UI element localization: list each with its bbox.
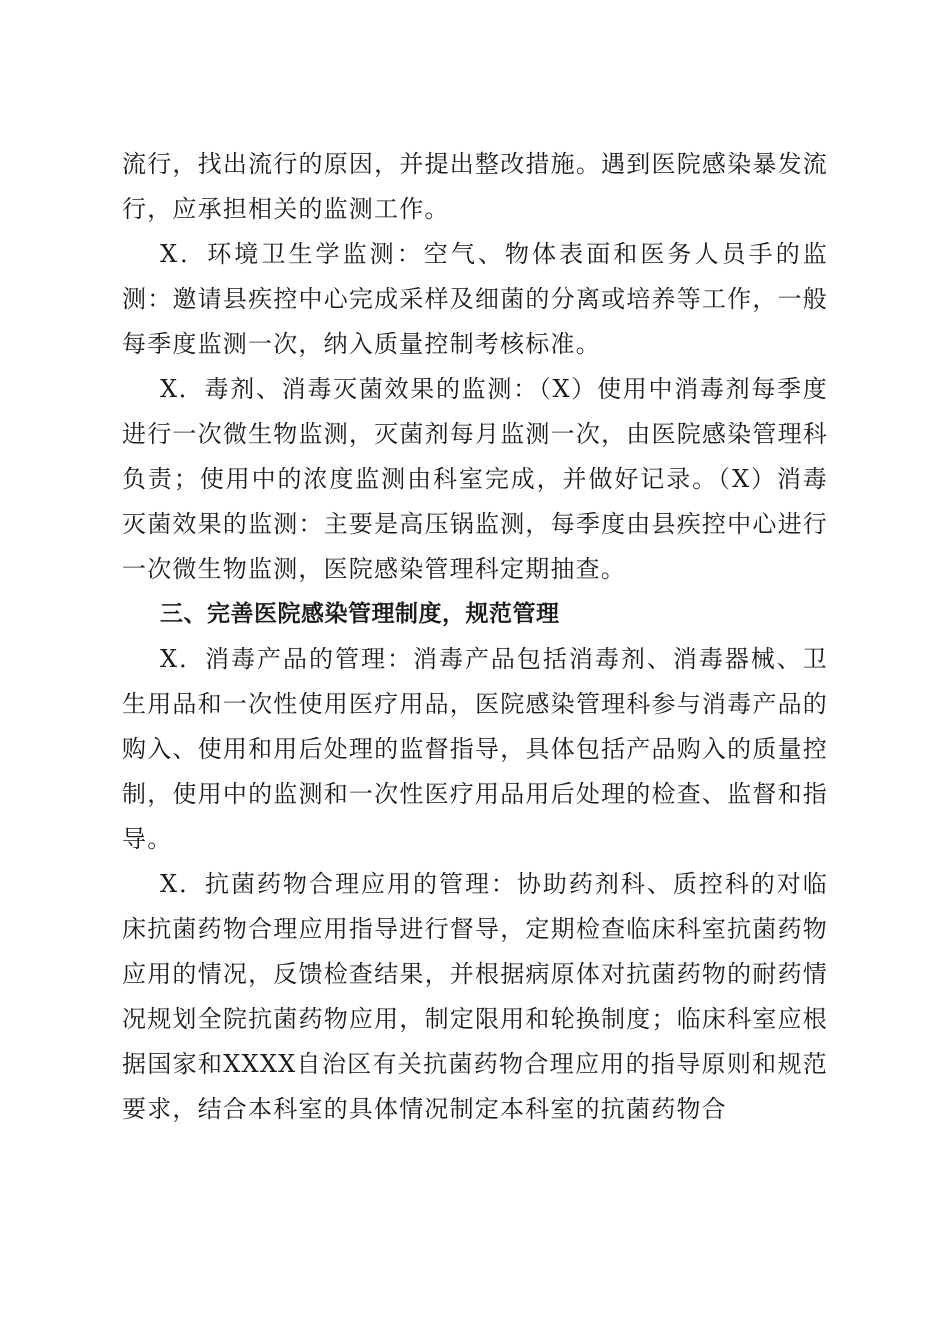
section-heading: 三、完善医院感染管理制度，规范管理 (160, 601, 560, 627)
document-page (122, 142, 828, 1132)
paragraph-antibiotics-management: X．抗菌药物合理应用的管理：协助药剂科、质控科的对临床抗菌药物合理应用指导进行督导，定期检查临床科室抗菌药物应用的情况，反馈检查结果，并根据病原体对抗菌药物的耐药情况规划全院抗菌药物应用，制定限用和轮换制度；临床科室应根据国家和XXXX自治区有关抗菌药物合理应用的指导原则和规范要求，结合本科室的具体情况制定本科室的抗菌药物合 (122, 870, 828, 1123)
paragraph-disinfection-monitoring: X．毒剂、消毒灭菌效果的监测：（X）使用中消毒剂每季度进行一次微生物监测，灭菌剂每月监测一次，由医院感染管理科负责；使用中的浓度监测由科室完成，并做好记录。（X）消毒灭菌效果的监测：主要是高压锅监测，每季度由县疾控中心进行一次微生物监测，医院感染管理科定期抽查。 (122, 375, 828, 583)
paragraph-continuation: 流行，找出流行的原因，并提出整改措施。遇到医院感染暴发流行，应承担相关的监测工作。 (122, 150, 828, 223)
paragraph-environment-monitoring: X．环境卫生学监测：空气、物体表面和医务人员手的监测：邀请县疾控中心完成采样及细菌的分离或培养等工作，一般每季度监测一次，纳入质量控制考核标准。 (122, 240, 828, 358)
paragraph-disinfection-products: X．消毒产品的管理：消毒产品包括消毒剂、消毒器械、卫生用品和一次性使用医疗用品，医院感染管理科参与消毒产品的购入、使用和用后处理的监督指导，具体包括产品购入的质量控制，使用中的监测和一次性医疗用品用后处理的检查、监督和指导。 (122, 645, 828, 853)
